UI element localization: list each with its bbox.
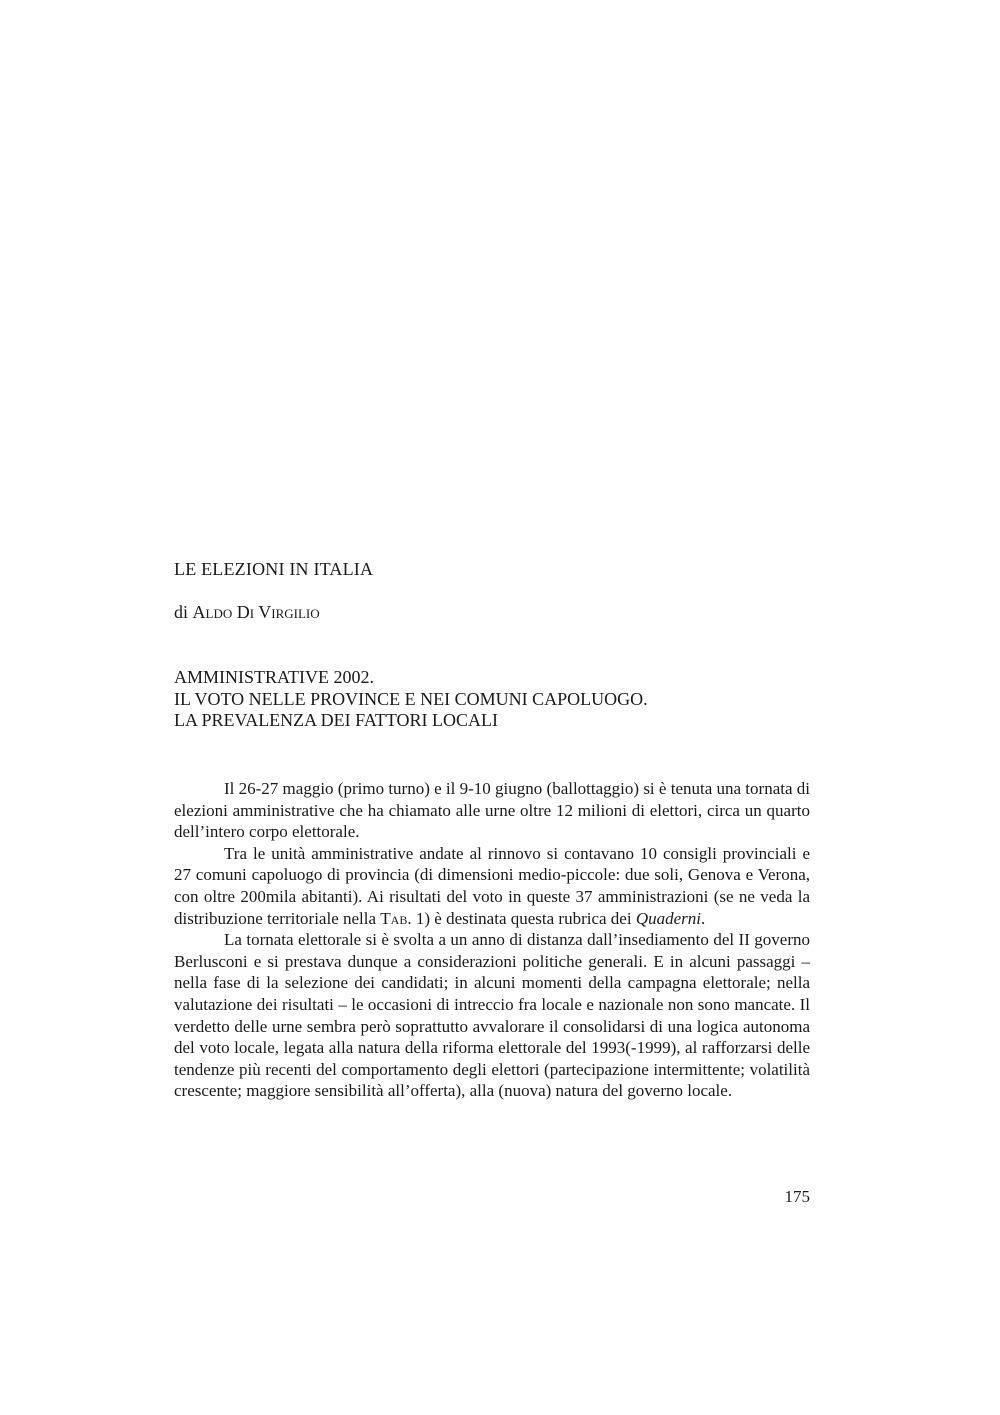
- paragraph-text: .: [701, 908, 706, 928]
- page-number: 175: [784, 1187, 810, 1206]
- article-body: [174, 778, 810, 1102]
- table-reference: Tab.: [380, 908, 412, 928]
- paragraph: Il 26-27 maggio (primo turno) e il 9-10 giugno (ballottaggio) si è tenuta una tornata di elezioni amministrative che ha chiamato alle urne oltre 12 milioni di elettori, circa un quarto dell’intero corpo elettorale.: [174, 779, 810, 842]
- article-title-line: IL VOTO NELLE PROVINCE E NEI COMUNI CAPOLUOGO.: [174, 688, 648, 709]
- article-title: [174, 667, 648, 732]
- article-title-line: LA PREVALENZA DEI FATTORI LOCALI: [174, 710, 498, 730]
- paragraph: La tornata elettorale si è svolta a un anno di distanza dall’insediamento del II governo Berlusconi e si prestava dunque a considerazioni politiche generali. E in alcuni passaggi – nella fase di la selezione dei candidati; in alcuni momenti della campagna elettorale; nella valutazione dei risultati – le occasioni di intreccio fra locale e nazionale non sono mancate. Il verdetto delle urne sembra però soprattutto avvalorare il consolidarsi di una logica autonoma del voto locale, legata alla natura della riforma elettorale del 1993(-1999), al rafforzarsi delle tendenze più recenti del comportamento degli elettori (partecipazione intermittente; volatilità crescente; maggiore sensibilità all’offerta), alla (nuova) natura del governo locale.: [174, 930, 810, 1101]
- journal-name: Quaderni: [635, 908, 701, 928]
- paragraph-text: 1) è destinata questa rubrica dei: [411, 908, 636, 928]
- paragraph: [174, 843, 810, 929]
- author-name: Aldo Di Virgilio: [192, 602, 320, 622]
- article-title-line: AMMINISTRATIVE 2002.: [174, 667, 374, 687]
- section-title: LE ELEZIONI IN ITALIA: [174, 559, 374, 579]
- byline: [174, 601, 320, 623]
- byline-prefix: di: [174, 602, 193, 622]
- paragraph-text: Tra le unità amministrative andate al rinnovo si contavano 10 consigli provinciali e 27 comuni capoluogo di provincia (di dimensioni medio-piccole: due soli, Genova e Verona, con oltre 200mila abitanti). Ai risultati del voto in queste 37 amministrazioni (se ne veda la distribuzione territoriale nella: [174, 843, 810, 928]
